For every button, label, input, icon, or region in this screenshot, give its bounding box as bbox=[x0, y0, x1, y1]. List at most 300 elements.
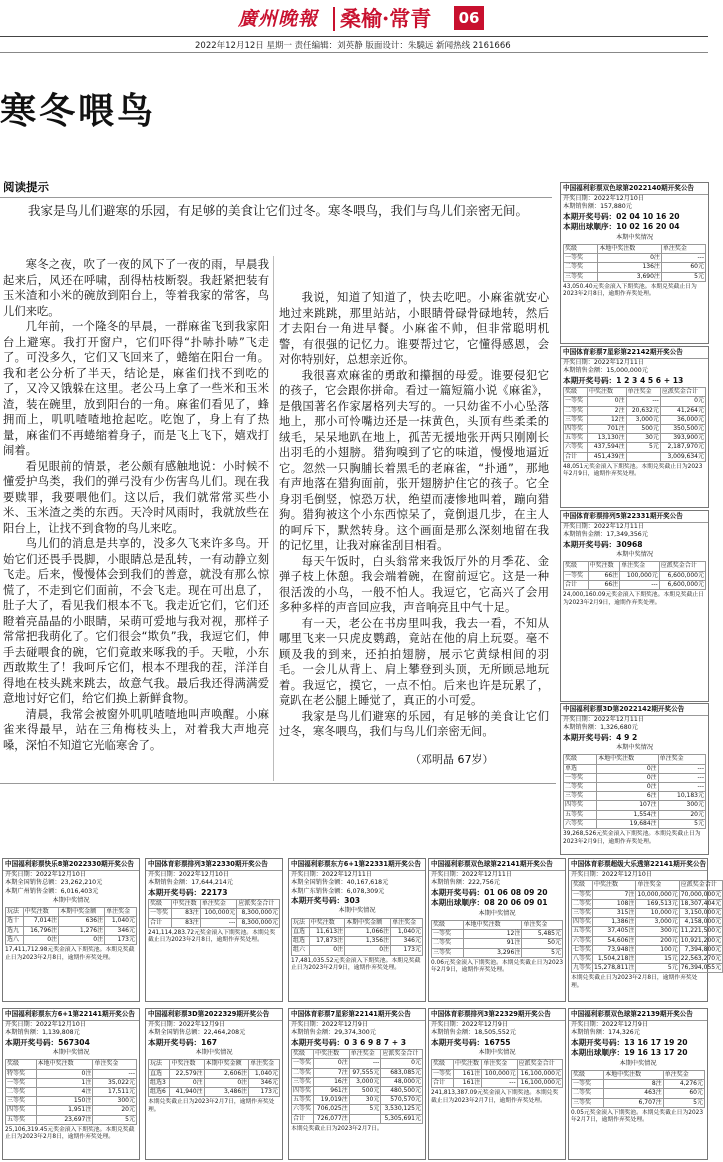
table-cell: 1,554注 bbox=[597, 810, 659, 819]
lottery-caption: 本期中奖情况 bbox=[338, 907, 376, 915]
table-cell: 161注 bbox=[453, 1078, 481, 1087]
paragraph: 每天午饭时，白头翁常来我饭厅外的月季花、金弹子枝上休憩。我会端着碗，在窗前逗它。这是一种很活泼的小鸟，一般不怕人。我逗它，它高兴了会用多种多样的声音回应我，声音响亮且中气十足。 bbox=[279, 554, 549, 614]
lottery-info-line: 本期广东销售金额：6,078,309元 bbox=[291, 887, 385, 895]
table-cell: 73,948注 bbox=[593, 945, 636, 954]
table-cell bbox=[349, 1114, 381, 1123]
table-cell: 683,085元 bbox=[381, 1068, 423, 1077]
table-cell: 合计 bbox=[564, 452, 588, 461]
table-cell: 二等奖 bbox=[564, 406, 588, 415]
table-cell: 0注 bbox=[598, 254, 662, 263]
table-cell: 5元 bbox=[663, 1098, 704, 1107]
table-cell: 三等奖 bbox=[6, 1097, 37, 1106]
lottery-winning-numbers: 本期开奖号码：167 bbox=[148, 1037, 218, 1047]
table-cell: 50元 bbox=[522, 939, 563, 948]
table-cell: 6注 bbox=[597, 792, 659, 801]
prize-table bbox=[291, 918, 423, 956]
table-row bbox=[572, 899, 723, 908]
table-cell: 0注 bbox=[597, 783, 659, 792]
table-row bbox=[564, 254, 706, 263]
table-cell: 8注 bbox=[604, 1080, 664, 1089]
table-cell: 107注 bbox=[597, 801, 659, 810]
lottery-info-line: 本期销售金额：29,374,300元 bbox=[291, 1029, 376, 1037]
lottery-info-line: 开奖日期：2022年12月10日 bbox=[5, 871, 86, 878]
table-cell: 三等奖 bbox=[564, 792, 597, 801]
table-header-cell: 奖级 bbox=[564, 244, 598, 253]
table-cell: 5元 bbox=[349, 1105, 381, 1114]
table-cell: 1,356注 bbox=[345, 937, 391, 946]
table-cell: 0注 bbox=[314, 1059, 350, 1068]
table-cell: 1,040元 bbox=[249, 1069, 280, 1078]
prize-table bbox=[571, 880, 723, 973]
table-cell: 706,025注 bbox=[314, 1105, 350, 1114]
lottery-info-line: 本期销售额：157,880元 bbox=[563, 203, 632, 211]
table-cell: 437,594注 bbox=[587, 443, 626, 452]
table-row bbox=[149, 909, 280, 918]
table-cell: 100元 bbox=[636, 945, 679, 954]
table-cell: 直选 bbox=[149, 1069, 170, 1078]
table-row bbox=[6, 1097, 137, 1106]
lottery-caption: 本期中奖情况 bbox=[478, 1049, 516, 1057]
table-header-cell: 奖级 bbox=[292, 1050, 314, 1059]
table-cell: 一等奖 bbox=[564, 397, 588, 406]
table-header-cell: 应派奖金合计 bbox=[517, 1060, 562, 1069]
lottery-info-line: 本期销售金额：15,000,000元 bbox=[563, 367, 648, 375]
table-cell: --- bbox=[658, 773, 705, 782]
lottery-info-line: 开奖日期：2022年12月9日 bbox=[291, 1021, 369, 1028]
article-bottom-rule bbox=[0, 783, 556, 784]
table-cell: 组六 bbox=[292, 946, 310, 955]
table-cell: 1,504,218注 bbox=[593, 954, 636, 963]
table-row bbox=[572, 918, 723, 927]
table-cell: --- bbox=[482, 1078, 517, 1087]
table-cell: 3,296注 bbox=[463, 948, 522, 957]
table-cell: 22,579注 bbox=[170, 1069, 204, 1078]
table-cell: 108注 bbox=[593, 899, 636, 908]
table-cell: 7,394,800元 bbox=[679, 945, 722, 954]
table-header-cell: 中奖注数 bbox=[23, 908, 58, 917]
table-cell: 1,066注 bbox=[345, 927, 391, 936]
table-cell: 七等奖 bbox=[573, 945, 592, 953]
lottery-box bbox=[568, 858, 722, 1002]
table-cell: 10,000,000元 bbox=[637, 890, 678, 898]
table-cell: 0注 bbox=[597, 764, 659, 773]
table-row bbox=[572, 964, 723, 973]
table-row bbox=[564, 443, 706, 452]
table-cell: 66注 bbox=[588, 580, 620, 589]
table-header-cell: 本期中奖金额 bbox=[204, 1060, 248, 1069]
table-cell: 37,405注 bbox=[593, 927, 636, 936]
table-cell: --- bbox=[200, 918, 236, 927]
table-cell: 161注 bbox=[453, 1069, 481, 1078]
table-cell: 169,513元 bbox=[636, 899, 679, 908]
table-cell: 二等奖 bbox=[572, 1089, 604, 1098]
table-cell: 三等奖 bbox=[564, 272, 598, 281]
table-cell: 五等奖 bbox=[564, 810, 597, 819]
table-cell: 173元 bbox=[391, 946, 423, 955]
table-cell: 20,632元 bbox=[626, 406, 660, 415]
table-cell: 54,606注 bbox=[593, 936, 636, 945]
lead-paragraph: 我家是鸟儿们避寒的乐园，有足够的美食让它们过冬。寒冬喂鸟，我们与鸟儿们亲密无间。 bbox=[28, 203, 529, 218]
table-cell: 36,000元 bbox=[660, 415, 705, 424]
table-row bbox=[6, 1088, 137, 1097]
table-cell: 0注 bbox=[309, 946, 344, 955]
lottery-footer: 24,000,160.09元奖金滚入下期奖池。本期兑奖截止日为2023年2月9日，逾期作弃奖处理。 bbox=[563, 592, 704, 606]
table-cell: 5,305,691元 bbox=[381, 1114, 423, 1123]
lottery-title: 中国体育彩票7星彩第22142期开奖公告 bbox=[561, 347, 708, 359]
header-rule bbox=[0, 36, 708, 37]
table-header-row bbox=[572, 881, 723, 890]
lottery-box bbox=[560, 703, 709, 855]
paragraph: 清晨，我常会被窗外叽叽喳喳地叫声唤醒。小麻雀来得最早，站在三角梅枝头上，对着我大声地亮嗓，深怕不知道它光临寒舍了。 bbox=[3, 707, 269, 752]
table-row bbox=[6, 1115, 137, 1124]
table-row bbox=[564, 263, 706, 272]
table-cell: 4,158,000元 bbox=[679, 918, 722, 927]
table-cell: 10,921,200元 bbox=[680, 936, 722, 944]
lottery-winning-numbers: 本期开奖号码：4 9 2 bbox=[563, 732, 638, 742]
table-cell: 10,000元 bbox=[636, 908, 679, 917]
table-row bbox=[564, 801, 706, 810]
table-header-cell: 单注奖金 bbox=[349, 1050, 381, 1059]
table-header-cell: 本期中奖金额 bbox=[345, 918, 391, 927]
table-cell: 346元 bbox=[105, 926, 137, 935]
table-cell bbox=[626, 452, 660, 461]
table-cell: 六等奖 bbox=[292, 1105, 314, 1114]
lottery-info-line: 本期销售额：222,756元 bbox=[431, 879, 500, 887]
table-header-cell: 奖级 bbox=[149, 900, 172, 909]
lottery-info-line: 开奖日期：2022年12月9日 bbox=[148, 1021, 226, 1028]
table-header-cell: 应派奖金合计 bbox=[381, 1050, 423, 1059]
table-header-cell: 中奖注数 bbox=[453, 1060, 481, 1069]
lottery-box bbox=[288, 858, 426, 1002]
table-cell: 300元 bbox=[636, 927, 679, 936]
paragraph: 有一天，老公在书房里叫我，我去一看，不知从哪里飞来一只虎皮鹦鹉，竟站在他的肩上玩耍。毫不顾及我的到来，还拍拍翅膀，展示它黄绿相间的羽毛。一会儿从背上、肩上攀登到头顶，无所顾忌地玩着。我逗它，摸它，一点不怕。后来也许是玩累了，竟趴在老公腿上睡觉了，真正的小可爱。 bbox=[279, 616, 549, 707]
table-row bbox=[6, 926, 137, 935]
table-cell: 5,485元 bbox=[522, 930, 563, 939]
table-cell: 八等奖 bbox=[573, 954, 592, 962]
lottery-title: 中国福利彩票东方6+1第22331期开奖公告 bbox=[289, 859, 425, 871]
table-cell: 0注 bbox=[59, 935, 105, 944]
table-cell: 选十 bbox=[6, 917, 24, 926]
table-cell: 组选 bbox=[292, 937, 310, 946]
table-header-row bbox=[149, 900, 280, 909]
table-row bbox=[432, 939, 563, 948]
table-row bbox=[564, 434, 706, 443]
table-cell: 7注 bbox=[314, 1068, 350, 1077]
table-header-row bbox=[572, 1070, 705, 1079]
issue-info: 2022年12月12日 星期一 责任编辑：刘英静 版面设计：朱驍远 新闻热线 2161666 bbox=[195, 41, 511, 51]
article-column-2 bbox=[279, 290, 549, 780]
table-cell: 0注 bbox=[587, 397, 626, 406]
table-cell: 3,000元 bbox=[349, 1077, 381, 1086]
table-cell: 500元 bbox=[626, 424, 660, 433]
table-header-cell: 单注奖金 bbox=[200, 900, 236, 909]
table-header-cell: 玩法 bbox=[292, 918, 310, 927]
table-cell: 四等奖 bbox=[564, 424, 588, 433]
table-header-row bbox=[564, 244, 706, 253]
table-cell: 6,600,000元 bbox=[659, 571, 705, 580]
table-cell: 5元 bbox=[661, 272, 705, 281]
lottery-winning-numbers: 本期出球顺序：19 16 13 17 20 bbox=[571, 1048, 688, 1058]
table-cell: 11,613注 bbox=[309, 927, 344, 936]
table-cell: 1,040元 bbox=[105, 917, 137, 926]
table-cell: 7,014注 bbox=[23, 917, 58, 926]
table-cell: 300元 bbox=[658, 801, 705, 810]
table-cell: 5元 bbox=[626, 443, 660, 452]
table-cell: 5元 bbox=[522, 948, 563, 957]
table-cell: 23,697注 bbox=[36, 1115, 93, 1124]
table-cell: 83注 bbox=[171, 909, 200, 918]
table-row bbox=[564, 571, 706, 580]
table-cell: 四等奖 bbox=[573, 918, 592, 926]
table-row bbox=[564, 764, 706, 773]
table-cell: 8,300,000元 bbox=[237, 909, 280, 918]
table-row bbox=[572, 1098, 705, 1107]
table-cell: --- bbox=[661, 254, 705, 263]
table-header-cell: 奖级 bbox=[572, 881, 593, 890]
table-cell: 16,796注 bbox=[23, 926, 58, 935]
table-cell: 3,530,125元 bbox=[381, 1105, 423, 1114]
table-cell: 0注 bbox=[36, 1069, 93, 1078]
table-header-cell: 中奖注数 bbox=[587, 388, 626, 397]
table-cell: 17,873注 bbox=[309, 937, 344, 946]
table-header-cell: 奖级 bbox=[6, 1060, 37, 1069]
lottery-winning-numbers: 本期开奖号码：1 2 3 4 5 6 + 13 bbox=[563, 375, 684, 385]
lottery-footer: 43,050.40元奖金滚入下期奖池。本期兑奖截止日为2023年2月8日，逾期作弃奖处理。 bbox=[563, 283, 697, 298]
table-cell: 17,511元 bbox=[93, 1088, 137, 1097]
table-header-cell: 中奖注数 bbox=[593, 881, 636, 890]
table-cell: 19,019注 bbox=[314, 1096, 350, 1105]
table-row bbox=[572, 890, 723, 899]
table-row bbox=[572, 908, 723, 917]
table-row bbox=[432, 1078, 563, 1087]
table-header-cell: 奖级 bbox=[564, 388, 588, 397]
table-cell: 0元 bbox=[660, 397, 705, 406]
lottery-winning-numbers: 本期出球顺序：08 20 06 09 01 bbox=[431, 898, 548, 908]
table-row bbox=[6, 1069, 137, 1078]
table-header-cell: 单注奖金 bbox=[626, 388, 660, 397]
paragraph: 几年前，一个隆冬的早晨，一群麻雀飞到我家阳台上避寒。我打开窗户，它们吓得“扑哧扑哧”飞走了。可没多久，它们又飞回来了，蜷缩在阳台一角。我和老公分析了半天，结论是，麻雀们找不到吃的了，又冷又饿躲在这里。老公马上拿了一些米和玉米渣，装在碗里，放到阳台的一角。麻雀们看见了，蜂拥而上，叽叽喳喳地抢起吃。吃饱了，身上有了热量，麻雀们不再蜷缩着身子，而是飞上飞下，嬉戏打闹着。 bbox=[3, 320, 269, 457]
table-cell: 二等奖 bbox=[564, 783, 597, 792]
table-cell: 3,690注 bbox=[598, 272, 662, 281]
lottery-info-line: 开奖日期：2022年12月11日 bbox=[431, 871, 512, 878]
table-cell: 4注 bbox=[36, 1088, 93, 1097]
lottery-caption: 本期中奖情况 bbox=[52, 1049, 90, 1057]
article-title: 寒冬喂鸟 bbox=[0, 90, 157, 132]
table-cell: 一等奖 bbox=[564, 571, 589, 580]
lottery-caption: 本期中奖情况 bbox=[615, 744, 654, 752]
table-cell: 41,940注 bbox=[170, 1088, 204, 1097]
table-cell: 3,000元 bbox=[636, 918, 679, 927]
table-cell: 三等奖 bbox=[292, 1077, 314, 1086]
table-row bbox=[564, 397, 706, 406]
table-cell: 选九 bbox=[6, 926, 24, 935]
table-header-cell: 单注奖金 bbox=[105, 908, 137, 917]
table-header-cell: 本期中奖金额 bbox=[59, 908, 105, 917]
lottery-title: 中国福利彩票3D第2022329期开奖公告 bbox=[146, 1009, 282, 1021]
table-header-cell: 单注奖金 bbox=[658, 755, 705, 764]
table-cell: 组选3 bbox=[149, 1078, 170, 1087]
prize-table bbox=[5, 1059, 137, 1124]
table-header-cell: 应派奖金合计 bbox=[660, 388, 705, 397]
table-cell: 100,000元 bbox=[620, 571, 660, 580]
table-row bbox=[292, 946, 423, 955]
lottery-winning-numbers: 本期开奖号码：02 04 10 16 20 bbox=[563, 211, 680, 221]
table-cell: 91注 bbox=[463, 939, 522, 948]
table-row bbox=[149, 1078, 280, 1087]
lottery-winning-numbers: 本期开奖号码：0 3 6 9 8 7 + 3 bbox=[291, 1037, 407, 1047]
table-cell: 393,900元 bbox=[660, 434, 705, 443]
lottery-info-line: 本期销售额：1,326,680元 bbox=[563, 724, 638, 732]
table-row bbox=[564, 406, 706, 415]
table-cell: 特等奖 bbox=[6, 1069, 37, 1078]
paragraph: 我家是鸟儿们避寒的乐园，有足够的美食让它们过冬，寒冬喂鸟，我们与鸟儿们亲密无间。 bbox=[279, 709, 549, 738]
prize-table bbox=[431, 1059, 563, 1088]
lottery-title: 中国福利彩票双色球第22139期开奖公告 bbox=[569, 1009, 707, 1021]
table-cell: 0注 bbox=[597, 773, 659, 782]
table-cell: 五等奖 bbox=[564, 434, 588, 443]
prize-table bbox=[431, 920, 563, 958]
table-row bbox=[572, 1089, 705, 1098]
table-cell: 70,000,000元 bbox=[680, 890, 722, 898]
lottery-info-line: 开奖日期：2022年12月9日 bbox=[431, 1021, 509, 1028]
table-header-row bbox=[564, 388, 706, 397]
table-cell: 18,307,404元 bbox=[680, 899, 722, 907]
table-row bbox=[6, 1078, 137, 1087]
table-row bbox=[564, 415, 706, 424]
lottery-info-line: 本期销售金额：18,505,552元 bbox=[431, 1029, 516, 1037]
table-cell: 100,000元 bbox=[482, 1069, 517, 1078]
table-cell: 315注 bbox=[593, 908, 636, 917]
table-cell: 四等奖 bbox=[6, 1106, 37, 1115]
table-cell: 直选 bbox=[292, 927, 310, 936]
table-header-row bbox=[6, 908, 137, 917]
lottery-footer: 39,268,526元奖金滚入下期奖池。本期兑奖截止日为2023年2月9日，逾期作弃奖处理。 bbox=[563, 831, 701, 845]
lottery-info-line: 本期销售额：1,139,808元 bbox=[5, 1029, 80, 1037]
lottery-caption: 本期中奖情况 bbox=[615, 551, 654, 559]
lottery-winning-numbers: 本期开奖号码：01 06 08 09 20 bbox=[431, 887, 548, 897]
table-header-cell: 单注奖金 bbox=[93, 1060, 137, 1069]
lottery-info-line: 开奖日期：2022年12月11日 bbox=[563, 716, 644, 723]
table-row bbox=[292, 1096, 423, 1105]
table-row bbox=[292, 1114, 423, 1123]
table-cell: 16,100,000元 bbox=[517, 1069, 562, 1078]
table-cell: 合计 bbox=[149, 918, 172, 927]
lottery-footer: 本期兑奖截止日为2023年2月7日，逾期作弃奖处理。 bbox=[148, 1099, 275, 1113]
table-cell: 0注 bbox=[204, 1078, 248, 1087]
table-cell: 五等奖 bbox=[292, 1096, 314, 1105]
table-header-cell: 应派奖金合计 bbox=[679, 881, 722, 890]
header-separator bbox=[333, 7, 335, 31]
paragraph: 鸟儿们的消息是共享的，没多久飞来许多鸟。开始它们还畏手畏脚，小眼睛总是乱转，一有动静立刻飞走。后来，慢慢体会到我们的善意，就没有那么惊慌了，不走到它们面前，不会飞走。现在可出息了，肚子大了，看见我们根本不飞。我走近它们，它们还瞪着亮晶晶的小眼睛，呆萌可爱地与我对视，那样子常常把我萌化了。它们很会“欺负”我，我逗它们，伸手去碰喂食的碗，它们竟敢来啄我的手。天啦，小东西敢欺生了！我呵斥它们，根本不理我的茬，洋洋自得地在枝头跳来跳去，故意气我。最后我还得满满爱意地讨好它们，给它们换上新鲜食物。 bbox=[3, 537, 269, 705]
table-header-cell: 应派奖金合计 bbox=[659, 562, 705, 571]
table-cell: 66注 bbox=[588, 571, 620, 580]
table-header-cell: 奖级 bbox=[572, 1070, 604, 1079]
table-cell: 13,130注 bbox=[587, 434, 626, 443]
table-cell: --- bbox=[93, 1069, 137, 1078]
prize-table bbox=[563, 754, 706, 829]
table-row bbox=[6, 1106, 137, 1115]
table-cell: --- bbox=[658, 764, 705, 773]
table-cell: --- bbox=[626, 397, 660, 406]
table-header-cell: 单注奖金 bbox=[249, 1060, 280, 1069]
table-cell: 12注 bbox=[587, 415, 626, 424]
lottery-title: 中国体育彩票7星彩第22141期开奖公告 bbox=[289, 1009, 425, 1021]
table-cell: 15元 bbox=[636, 954, 679, 963]
table-cell: 12注 bbox=[463, 930, 522, 939]
table-cell: 10,183元 bbox=[658, 792, 705, 801]
table-cell: 150注 bbox=[36, 1097, 93, 1106]
lottery-title: 中国福利彩票双色球第2022140期开奖公告 bbox=[561, 183, 708, 195]
table-cell: 48,000元 bbox=[381, 1077, 423, 1086]
table-header-row bbox=[432, 1060, 563, 1069]
table-header-cell: 单注奖金 bbox=[620, 562, 660, 571]
prize-table bbox=[148, 899, 280, 928]
table-cell: 500元 bbox=[349, 1086, 381, 1095]
table-header-row bbox=[292, 918, 423, 927]
lottery-info-line: 开奖日期：2022年12月11日 bbox=[291, 871, 372, 878]
table-cell: 4,276元 bbox=[663, 1080, 704, 1089]
table-cell: 一等奖 bbox=[564, 773, 597, 782]
table-cell: 76,394,055元 bbox=[680, 964, 722, 972]
paragraph: 我很喜欢麻雀的勇敢和攥掴的母爱。谁要侵犯它的孩子，它会跟你拼命。看过一篇短篇小说《麻雀》，是俄国著名作家屠格列夫写的。一只幼雀不小心坠落地上，那小可怜嘴边还是一抹黄色，头顶有些柔柔的绒毛，呆呆地趴在地上，孤苦无援地张开两只刚刚长出羽毛的小翅膀。猎狗嗅到了它的味道，慢慢地逼近它。忽然一只胸脯长着黑毛的老麻雀，“扑通”，那地有声地落在猎狗面前，张开翅膀护住它的孩子。它全身羽毛倒竖，惊恐万状，绝望而凄惨地叫着，蹦向猎狗。猎狗被这个小东西惊呆了，竟倒退几步，在主人的呵斥下，默然转身。这个画面是那么深刻地留在我的记忆里，让我对麻雀刮目相看。 bbox=[279, 368, 549, 552]
table-cell: 346元 bbox=[391, 937, 423, 946]
table-cell: 五等奖 bbox=[573, 927, 592, 935]
table-cell: 5元 bbox=[658, 819, 705, 828]
section-title: 桑榆·常青 bbox=[340, 6, 432, 31]
table-cell: 六等奖 bbox=[564, 819, 597, 828]
table-row bbox=[149, 1069, 280, 1078]
lottery-title: 中国体育彩票排列5第22331期开奖公告 bbox=[561, 511, 708, 523]
table-cell: 三等奖 bbox=[432, 948, 464, 957]
table-row bbox=[572, 927, 723, 936]
table-row bbox=[564, 819, 706, 828]
table-row bbox=[564, 272, 706, 281]
table-cell: 8,300,000元 bbox=[237, 918, 280, 927]
table-cell: 726,077注 bbox=[314, 1114, 350, 1123]
table-cell: 五等奖 bbox=[6, 1115, 37, 1124]
table-cell: 合计 bbox=[432, 1078, 454, 1087]
table-cell: 六等奖 bbox=[564, 443, 588, 452]
table-cell: --- bbox=[658, 783, 705, 792]
lottery-title: 中国福利彩票快乐8第2022330期开奖公告 bbox=[3, 859, 139, 871]
lead-label: 阅读提示 bbox=[3, 180, 49, 194]
lottery-footer: 25,106,319.45元奖金滚入下期奖池。本期兑奖截止日为2023年2月8日，逾期作弃奖处理。 bbox=[5, 1126, 135, 1141]
lottery-info-line: 开奖日期：2022年12月11日 bbox=[563, 359, 644, 366]
lottery-info-line: 本期广州销售金额：6,016,403元 bbox=[5, 887, 99, 895]
table-cell: 九等奖 bbox=[573, 964, 592, 972]
lottery-title: 中国福利彩票双色球第22141期开奖公告 bbox=[429, 859, 565, 871]
table-header-cell: 中奖注数 bbox=[171, 900, 200, 909]
table-cell: 四等奖 bbox=[564, 801, 597, 810]
table-cell: 451,439注 bbox=[587, 452, 626, 461]
table-cell: 22,563,270元 bbox=[680, 954, 722, 962]
lottery-title: 中国体育彩票超级大乐透第22141期开奖公告 bbox=[569, 859, 707, 871]
lottery-footer: 48,051元奖金滚入下期奖池。本期兑奖截止日为2023年2月9日，逾期作弃奖处理。 bbox=[563, 463, 703, 478]
lottery-winning-numbers: 本期开奖号码：30968 bbox=[563, 539, 643, 549]
lottery-footer: 本期兑奖截止日为2023年2月7日。 bbox=[291, 1125, 383, 1132]
table-cell: 346元 bbox=[249, 1078, 280, 1087]
lottery-title: 中国福利彩票东方6+1第22141期开奖公告 bbox=[3, 1009, 139, 1021]
lottery-info-line: 开奖日期：2022年12月10日 bbox=[563, 195, 644, 202]
table-cell: 350,500元 bbox=[660, 424, 705, 433]
table-cell: 41,264元 bbox=[660, 406, 705, 415]
table-cell: 三等奖 bbox=[564, 415, 588, 424]
table-cell: 20元 bbox=[93, 1106, 137, 1115]
table-cell: 组选6 bbox=[149, 1088, 170, 1097]
table-row bbox=[564, 580, 706, 589]
lottery-caption: 本期中奖情况 bbox=[52, 896, 90, 904]
newspaper-name: 廣州晚報 bbox=[238, 8, 319, 30]
